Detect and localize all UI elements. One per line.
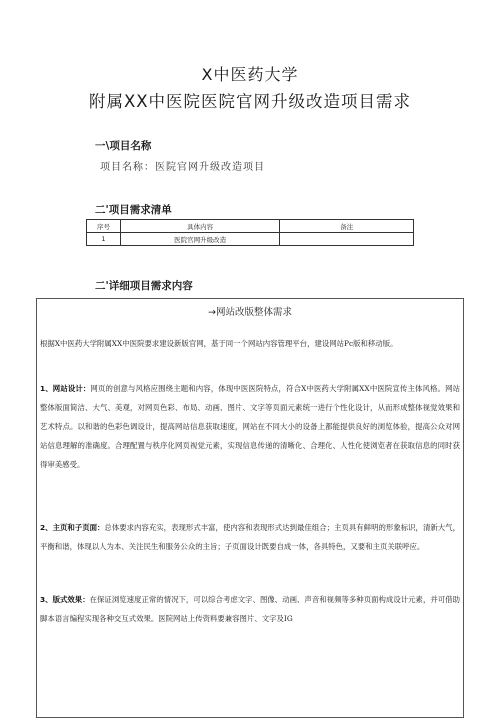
paragraph-website-design [40,379,460,474]
paragraph-label: 1、网站设计： [40,384,91,393]
paragraph-homepage-subpages [40,518,460,556]
table-cell: 1 [87,233,121,246]
intro-paragraph: 根据X中医药大学附属XX中医院要求建设新版官网，基于同一个网站内容管理平台，建设网站Pc版和移动版。 [40,339,398,348]
paragraph-label: 3、版式效果： [40,595,90,604]
section-heading-project-name: 一\项目名称 [95,140,152,152]
paragraph-text: 在保证浏览速度正常的情况下，可以综合考虑文字、图像、动画、声音和视频等多种页面构成设计元素，并可借助脚本语言编程实现各种交互式效果。医院网站上传资料要兼容图片、文字及IG [40,595,460,623]
paragraph-text: 网页的创意与风格应围绕主题和内容，体现中医医院特点，符合X中医药大学附属XX中医院宣传主体风格。网站整体版面简洁、大气、美观，对网页色彩、布局、动画、图片、文字等页面元素统一进行个性化设计，从而形成整体视觉效果和艺术特点。以和谐的色彩色调设计，提高网站信息获取速度，网站在不同大小的设备上都能提供良好的浏览体验，提高公众对网站信息理解的准确度。合理配置与秩序化网页视觉元素，实现信息传递的清晰化、合理化、人性化使浏览者在获取信息的同时获得审美感受。 [40,384,460,469]
paragraph-text: 总体要求内容充实，表现形式丰富，使内容和表现形式达到最佳组合；主页具有鲜明的形象标识，清新大气，平衡和谐，体现以人为本、关注民生和服务公众的主旨；子页面设计既要自成一体，各具特色，又要和主页关联呼应。 [40,523,460,551]
table-header-cell: 序号 [87,220,121,233]
requirements-table [86,219,414,246]
table-header-cell: 备注 [280,220,414,233]
table-header-cell: 具体内容 [120,220,279,233]
table-cell [280,233,414,246]
box-title: →网站改版整体需求 [208,307,292,318]
paragraph-layout-effect [40,590,460,628]
document-subtitle: 附属XX中医院医院官网升级改造项目需求 [88,92,412,111]
requirements-detail-box [36,298,464,718]
table-cell: 医院官网升级改造 [120,233,279,246]
table-header-row [87,220,414,233]
section-heading-detailed-requirements: 二'详细项目需求内容 [95,280,193,292]
section-heading-requirements-list: 二'项目需求清单 [95,204,172,216]
paragraph-label: 2、主页和子页面： [40,523,105,532]
document-title: X中医药大学 [201,65,299,84]
project-name-line: 项目名称：医院官网升级改造项目 [100,162,265,173]
table-row [87,233,414,246]
